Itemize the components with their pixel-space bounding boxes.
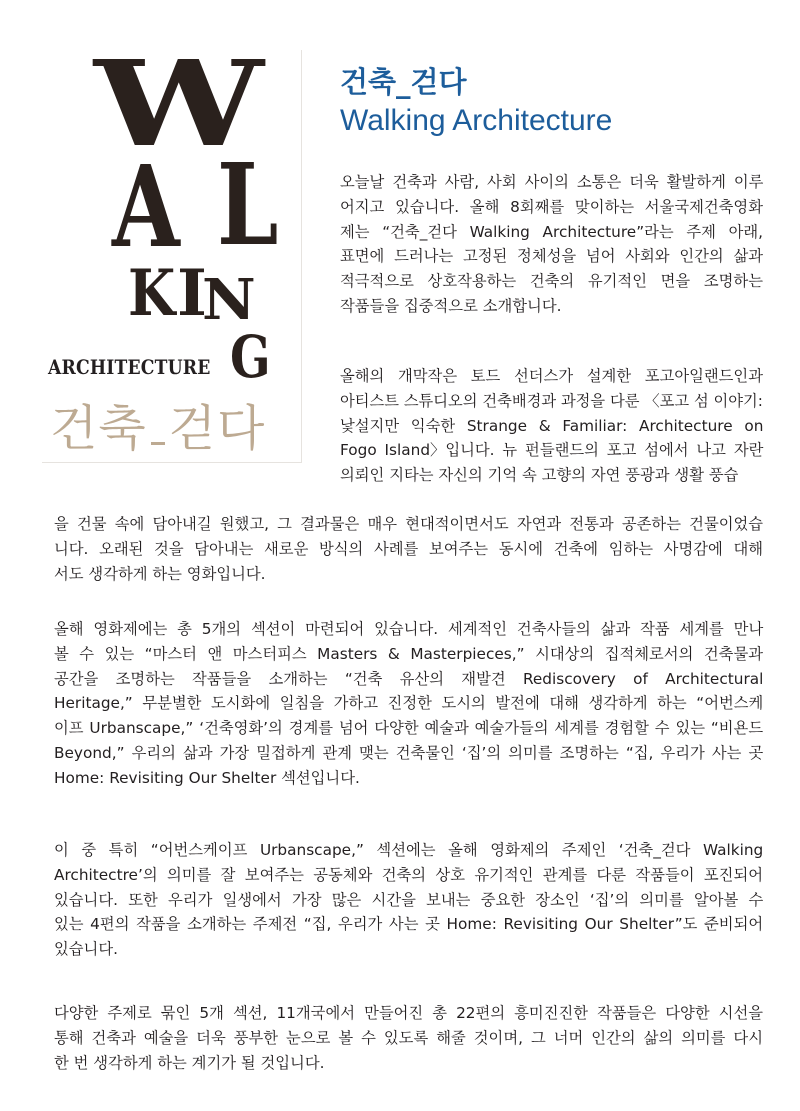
- text-line: 의뢰인 지타는 자신의 기억 속 고향의 자연 풍광과 생활 풍습: [340, 466, 739, 485]
- opening-film-paragraph-bottom: [54, 512, 763, 586]
- text-line: Heritage,” 무분별한 도시화에 일침을 가하고 진정한 도시의 발전에 대해 생각하게 하는 “어번스케: [54, 694, 764, 713]
- logo-letter-w: W: [94, 50, 264, 173]
- page-title-english: Walking Architecture: [340, 104, 613, 137]
- text-line: 제는 “건축_걷다 Walking Architecture”라는 주제 아래,: [340, 222, 763, 241]
- text-line: 올해 영화제에는 총 5개의 섹션이 마련되어 있습니다. 세계적인 건축사들의 삶과 작품 세계를 만나: [54, 620, 764, 638]
- text-line: 있는 4편의 작품을 소개하는 주제전 “집, 우리가 사는 곳 Home: Revisiting Our Shelter”도 준비되어: [54, 915, 764, 934]
- text-line: Architectre’의 의미를 잘 보여주는 공동체와 건축의 상호 유기적인 관계를 다룬 작품들이 포진되어: [54, 865, 763, 884]
- logo-letter-a: A: [112, 142, 180, 273]
- text-line: 작품들을 집중적으로 소개합니다.: [340, 296, 562, 315]
- text-line: 적극적으로 상호작용하는 건축의 유기적인 면을 조명하는: [340, 272, 763, 291]
- text-line: 통해 건축과 예술을 더욱 풍부한 눈으로 볼 수 있도록 해줄 것이며, 그 너머 인간의 삶의 의미를 다시: [54, 1028, 763, 1047]
- logo-korean-right: 걷다: [168, 400, 266, 457]
- text-line: 다양한 주제로 묶인 5개 섹션, 11개국에서 만들어진 총 22편의 흥미진진한 작품들은 다양한 시선을: [54, 1004, 763, 1022]
- text-line: Beyond,” 우리의 삶과 가장 밀접하게 관계 맺는 건축물인 ‘집’의 의미를 조명하는 “집, 우리가 사는 곳: [54, 743, 764, 762]
- page-title-korean: 건축_걷다: [340, 65, 467, 99]
- logo-letter-l: L: [217, 140, 279, 271]
- text-line: 이 중 특히 “어번스케이프 Urbanscape,” 섹션에는 올해 영화제의 주제인 ‘건축_걷다 Walking: [54, 841, 764, 859]
- logo-underscore: [151, 442, 165, 445]
- text-line: 공간을 조명하는 작품들을 소개하는 “건축 유산의 재발견 Rediscovery of Architectural: [54, 669, 764, 688]
- text-line: 한 번 생각하게 하는 계기가 될 것입니다.: [54, 1053, 325, 1072]
- text-line: 올해의 개막작은 토드 선더스가 설계한 포고아일랜드인과: [340, 367, 763, 385]
- text-line: 니다. 오래된 것을 담아내는 새로운 방식의 사례를 보여주는 동시에 건축에 임하는 사명감에 대해: [54, 539, 763, 558]
- logo-letter-n: N: [202, 267, 256, 333]
- text-line: 볼 수 있는 “마스터 앤 마스터피스 Masters & Masterpieces,” 시대상의 집적체로서의 건축물과: [54, 644, 763, 663]
- text-line: 을 건물 속에 담아내길 원했고, 그 결과물은 매우 현대적이면서도 자연과 전통과 공존하는 건물이었습: [54, 515, 764, 533]
- logo-korean-title: [50, 390, 265, 460]
- closing-paragraph: [54, 1001, 763, 1075]
- sections-paragraph: [54, 617, 763, 791]
- logo-korean-left: 건축: [50, 400, 147, 457]
- walking-architecture-logo: [42, 50, 302, 463]
- opening-film-paragraph-top: [340, 364, 763, 488]
- text-line: 표면에 드러나는 고정된 정체성을 넘어 사회와 인간의 삶과: [340, 247, 763, 266]
- text-line: 이프 Urbanscape,” ‘건축영화’의 경계를 넘어 다양한 예술과 예술가들의 세계를 경험할 수 있는 “비욘드: [54, 719, 764, 738]
- text-line: 어지고 있습니다. 올해 8회째를 맞이하는 서울국제건축영화: [340, 197, 763, 216]
- logo-letter-i: I: [177, 256, 207, 331]
- text-line: Fogo Island〉입니다. 뉴 펀들랜드의 포고 섬에서 나고 자란: [340, 441, 764, 460]
- logo-letter-g: G: [230, 323, 271, 391]
- text-line: 오늘날 건축과 사람, 사회 사이의 소통은 더욱 활발하게 이루: [340, 173, 764, 191]
- logo-letter-k: K: [128, 256, 176, 331]
- text-line: 있습니다. 또한 우리가 일생에서 가장 많은 시간을 보내는 중요한 장소인 ‘집’의 의미를 알아볼 수: [54, 890, 764, 909]
- text-line: 있습니다.: [54, 940, 118, 959]
- urbanscape-paragraph: [54, 838, 763, 962]
- text-line: 서도 생각하게 하는 영화입니다.: [54, 564, 266, 583]
- logo-architecture-text: ARCHITECTURE: [48, 355, 211, 379]
- text-line: Home: Revisiting Our Shelter 섹션입니다.: [54, 768, 360, 787]
- intro-paragraph: [340, 170, 763, 319]
- text-line: 낯설지만 익숙한 Strange & Familiar: Architecture on: [340, 416, 764, 435]
- text-line: 아티스트 스튜디오의 건축배경과 과정을 다룬 〈포고 섬 이야기:: [340, 391, 763, 410]
